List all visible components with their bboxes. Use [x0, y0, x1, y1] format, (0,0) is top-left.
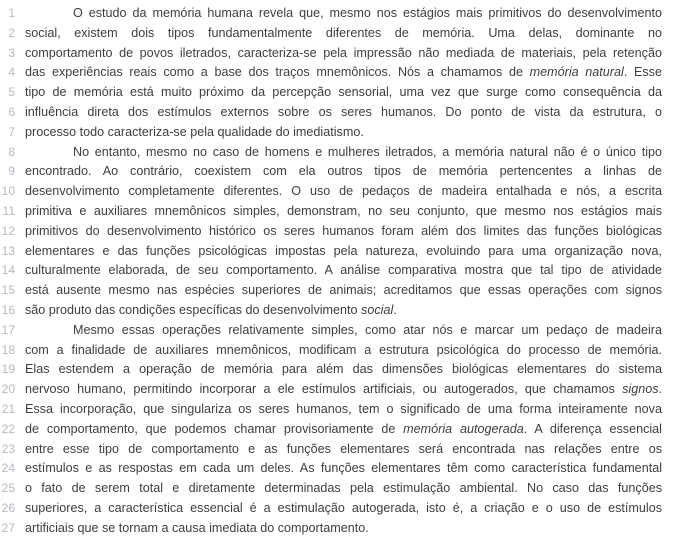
line-number: 15 — [1, 283, 15, 298]
line-text — [25, 242, 662, 262]
line-number: 14 — [1, 263, 15, 278]
line-text — [25, 301, 662, 321]
line-text — [25, 182, 662, 202]
text-line — [0, 479, 662, 499]
text-segment: Mesmo essas operações relativamente simples, como atar nós e marcar um pedaço de madeira — [73, 322, 662, 337]
text-segment: culturalmente elaborada, de seu comportamento. A análise comparativa mostra que tal tipo de atividade — [25, 263, 662, 278]
line-number: 25 — [1, 481, 15, 496]
line-text — [25, 103, 662, 123]
line-number: 22 — [1, 421, 15, 436]
line-number: 21 — [1, 401, 15, 416]
text-segment: estímulos e as respostas em cada um deles. As funções elementares têm como característica fundamental — [25, 461, 662, 476]
text-segment: encontrado. Ao contrário, coexistem com ela outros tipos de memória pertencentes a linhas de — [25, 164, 662, 179]
text-segment: de comportamento, que podemos chamar provisoriamente de — [25, 421, 404, 436]
line-text — [25, 519, 662, 538]
text-line — [0, 123, 662, 143]
line-text — [25, 341, 662, 361]
text-segment: superiores, a característica essencial é a estimulação autogerada, isto é, a criação e o uso de estímulos — [25, 500, 662, 515]
text-segment: Elas estendem a operação de memória para além das dimensões biológicas elementares do sistema — [25, 362, 662, 377]
line-number: 26 — [1, 500, 15, 515]
text-segment: são produto das condições específicas do desenvolvimento — [25, 302, 362, 317]
line-text — [25, 162, 662, 182]
line-text — [25, 83, 662, 103]
line-number: 19 — [1, 362, 15, 377]
text-segment: está ausente mesmo nas espécies superiores de animais; acreditamos que essas operações com signos — [25, 283, 662, 298]
line-number: 18 — [1, 342, 15, 357]
line-number: 6 — [8, 104, 15, 119]
text-segment: com a finalidade de auxiliares mnemônicos, modificam a estrutura psicológica do processo de memória. — [25, 342, 662, 357]
line-number: 1 — [8, 6, 15, 20]
text-line — [0, 222, 662, 242]
text-segment: entre esse tipo de comportamento e as funções elementares será encontrada nas relações entre os — [25, 441, 662, 456]
text-line — [0, 499, 662, 519]
line-number: 24 — [1, 461, 15, 476]
text-segment: nervoso humano, permitindo incorporar a ele estímulos artificiais, ou autogerados, que chamamos — [25, 382, 623, 397]
line-number: 2 — [8, 25, 15, 40]
text-segment: o fato de serem total e diretamente determinadas pela estimulação ambiental. No caso das funções — [25, 481, 662, 496]
text-line — [0, 459, 662, 479]
text-segment: tipo de memória está muito próximo da percepção sensorial, uma vez que surge como consequência da — [25, 85, 662, 100]
italic-term: signos — [622, 382, 659, 397]
text-line — [0, 341, 662, 361]
line-text — [25, 24, 662, 44]
line-number: 17 — [1, 322, 15, 337]
line-number: 7 — [8, 124, 15, 139]
text-line — [0, 103, 662, 123]
text-line — [0, 321, 662, 341]
line-text — [25, 400, 662, 420]
text-segment: desenvolvimento completamente diferentes. O uso de pedaços de madeira entalhada e nós, a escrita — [25, 184, 662, 199]
text-line — [0, 301, 662, 321]
line-number: 11 — [2, 203, 15, 218]
line-text — [25, 440, 662, 460]
line-text — [25, 420, 662, 440]
text-segment: . Esse — [623, 65, 662, 80]
line-number: 16 — [1, 302, 15, 317]
line-number: 5 — [8, 85, 15, 100]
line-text — [25, 499, 662, 519]
line-number: 23 — [1, 441, 15, 456]
line-text — [25, 360, 662, 380]
text-segment: No entanto, mesmo no caso de homens e mulheres iletrados, a memória natural não é o único tipo — [73, 144, 662, 159]
text-segment: elementares e das funções psicológicas impostas pela natureza, evoluindo para uma organização nova, — [25, 243, 662, 258]
text-segment: . — [393, 302, 397, 317]
italic-term: social — [361, 302, 394, 317]
text-segment: artificiais que se tornam a causa imediata do comportamento. — [25, 520, 369, 535]
line-number: 8 — [8, 144, 15, 159]
line-text — [25, 123, 662, 143]
text-line — [0, 380, 662, 400]
text-line — [0, 4, 662, 24]
text-line — [0, 182, 662, 202]
line-number: 13 — [1, 243, 15, 258]
text-segment: . — [658, 382, 662, 397]
line-text — [25, 143, 662, 163]
line-text — [25, 261, 662, 281]
line-number: 12 — [1, 223, 15, 238]
text-segment: social, existem dois tipos fundamentalmente diferentes de memória. Uma delas, dominante no — [25, 25, 662, 40]
text-line — [0, 202, 662, 222]
text-line — [0, 44, 662, 64]
line-text — [25, 321, 662, 341]
line-number: 3 — [8, 45, 15, 60]
line-text — [25, 63, 662, 83]
line-number: 9 — [8, 164, 15, 179]
text-line — [0, 261, 662, 281]
text-segment: primitiva e auxiliares mnemônicos simples, demonstram, no seu conjunto, que mesmo nos estágios mais — [25, 203, 662, 218]
line-text — [25, 222, 662, 242]
line-text — [25, 4, 662, 24]
italic-term: memória autogerada — [403, 421, 524, 436]
text-line — [0, 281, 662, 301]
text-segment: comportamento de povos iletrados, caracteriza-se pela impressão não mediada de materiais, pela retenção — [25, 45, 662, 60]
text-line — [0, 242, 662, 262]
text-line — [0, 420, 662, 440]
text-segment: primitivos do desenvolvimento histórico os seres humanos foram além dos limites das funções biológicas — [25, 223, 662, 238]
line-number: 4 — [8, 65, 15, 80]
line-text — [25, 479, 662, 499]
line-number: 20 — [1, 382, 15, 397]
line-number: 10 — [1, 184, 15, 199]
text-segment: . A diferença essencial — [523, 421, 662, 436]
text-line — [0, 519, 662, 538]
italic-term: memória natural — [529, 65, 624, 80]
text-segment: Essa incorporação, que singulariza os seres humanos, tem o significado de uma forma inteiramente nova — [25, 401, 662, 416]
text-line — [0, 63, 662, 83]
text-line — [0, 400, 662, 420]
text-line — [0, 24, 662, 44]
text-segment: O estudo da memória humana revela que, mesmo nos estágios mais primitivos do desenvolvimento — [73, 6, 662, 20]
line-text — [25, 380, 662, 400]
text-line — [0, 360, 662, 380]
line-text — [25, 281, 662, 301]
line-text — [25, 202, 662, 222]
line-number: 27 — [1, 520, 15, 535]
text-line — [0, 143, 662, 163]
text-line — [0, 83, 662, 103]
text-segment: processo todo caracteriza-se pela qualidade do imediatismo. — [25, 124, 364, 139]
text-segment: influência direta dos estímulos externos sobre os seres humanos. Do ponto de vista da estrutura, o — [25, 104, 662, 119]
text-line — [0, 440, 662, 460]
line-text — [25, 44, 662, 64]
line-text — [25, 459, 662, 479]
text-line — [0, 162, 662, 182]
text-segment: das experiências reais como a base dos traços mnemônicos. Nós a chamamos de — [25, 65, 530, 80]
